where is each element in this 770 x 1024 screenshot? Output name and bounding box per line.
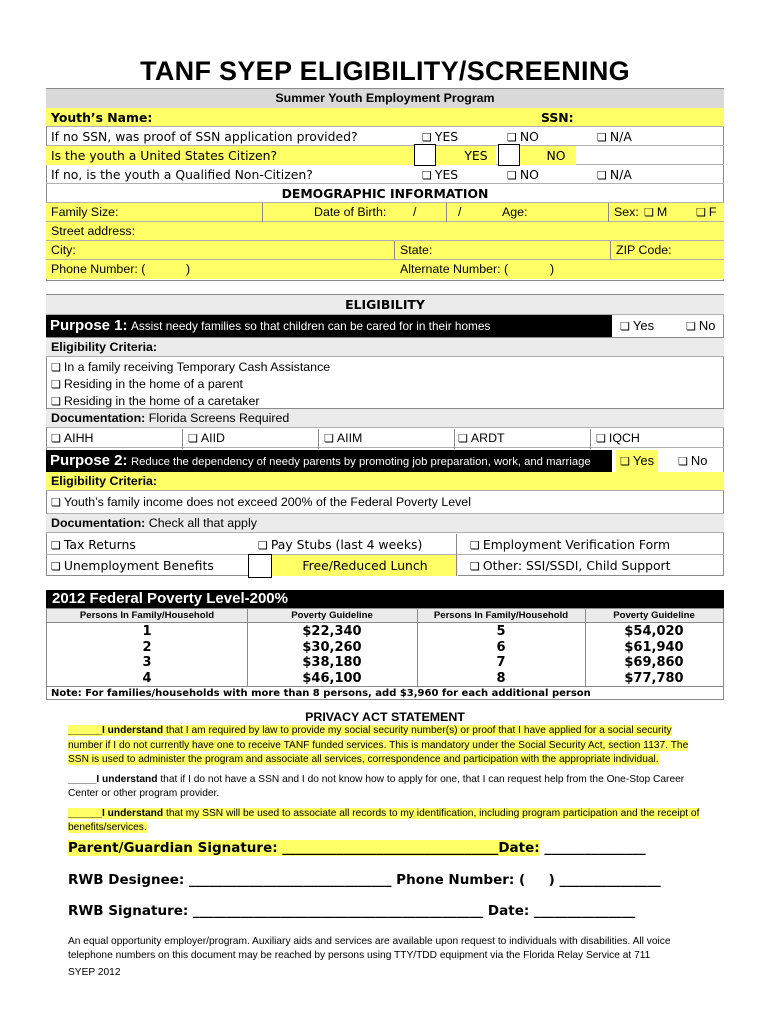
- persons-cell: 1: [142, 624, 152, 639]
- city-label: City:: [51, 243, 76, 257]
- ssn-proof-yes-checkbox[interactable]: ❏ YES: [422, 127, 458, 147]
- ssn-proof-na-checkbox[interactable]: ❏ N/A: [597, 127, 632, 147]
- purpose2-yes-checkbox[interactable]: ❏ Yes: [616, 450, 658, 473]
- doc-tax-returns-checkbox[interactable]: ❏ Tax Returns: [51, 534, 136, 556]
- p1-criterion-tca-checkbox[interactable]: ❏ In a family receiving Temporary Cash Assistance: [51, 359, 330, 376]
- doc-free-lunch-label: Free/Reduced Lunch: [272, 555, 458, 576]
- guideline-cell: $46,100: [302, 670, 362, 686]
- guideline-cell: $54,020: [624, 624, 684, 639]
- doc-pay-stubs-checkbox[interactable]: ❏ Pay Stubs (last 4 weeks): [258, 534, 422, 556]
- col-persons-1: Persons In Family/Household: [79, 610, 215, 621]
- privacy-p3-initial[interactable]: ______: [68, 807, 102, 819]
- phone-label: Phone Number: (: [51, 262, 146, 276]
- code-aiid-checkbox[interactable]: ❏ AIID: [188, 429, 225, 449]
- alt-phone-paren: ): [550, 262, 555, 276]
- col-guideline-2: Poverty Guideline: [613, 610, 695, 621]
- eligibility-header: ELIGIBILITY: [46, 295, 724, 315]
- guideline-cell: $77,780: [624, 670, 684, 686]
- p2-criterion-income-checkbox[interactable]: ❏ Youth’s family income does not exceed 200% of the Federal Poverty Level: [51, 491, 471, 515]
- p2-doc-text: Check all that apply: [148, 516, 257, 530]
- persons-cell: 4: [142, 670, 152, 686]
- purpose1-no-checkbox[interactable]: ❏ No: [686, 315, 716, 338]
- citizen-no-checkbox[interactable]: [498, 144, 520, 166]
- citizen-yes-checkbox[interactable]: [414, 144, 436, 166]
- persons-cell: 3: [142, 655, 152, 670]
- rwb-designee-line[interactable]: RWB Designee: ______________________________ Phone Number: ( ) _______________: [68, 872, 661, 888]
- p2-criteria-label-row: [46, 472, 724, 491]
- p1-criterion-parent-checkbox[interactable]: ❏ Residing in the home of a parent: [51, 376, 330, 393]
- privacy-p1-initial[interactable]: ______: [68, 725, 102, 736]
- p1-doc-label: Documentation:: [51, 411, 146, 425]
- sex-m-checkbox[interactable]: ❏ M: [644, 203, 667, 223]
- privacy-p3: ______I understand that my SSN will be used to associate all records to my identification, including program participation and the receipt of benefits/services.: [68, 807, 700, 833]
- phone-paren: ): [186, 262, 191, 276]
- ssn-label: SSN:: [541, 110, 574, 125]
- demographic-header: DEMOGRAPHIC INFORMATION: [46, 184, 724, 203]
- qualified-no-checkbox[interactable]: ❏ NO: [507, 165, 539, 185]
- poverty-note: Note: For families/households with more than 8 persons, add $3,960 for each additional person: [51, 688, 591, 699]
- p2-criteria-label: Eligibility Criteria:: [51, 474, 158, 488]
- parent-signature-line[interactable]: Parent/Guardian Signature: ________________________________Date: _______________: [68, 840, 646, 856]
- dob-label: Date of Birth:: [314, 205, 387, 219]
- p1-criteria-list: [51, 359, 330, 410]
- guideline-cell: $61,940: [624, 639, 684, 655]
- dob-slash-1: /: [413, 205, 417, 219]
- privacy-header: PRIVACY ACT STATEMENT: [305, 710, 465, 724]
- purpose2-title: Purpose 2:: [50, 452, 128, 469]
- purpose2-desc: Reduce the dependency of needy parents by promoting job preparation, work, and marriage: [130, 456, 591, 468]
- code-iqch-checkbox[interactable]: ❏ IQCH: [596, 429, 640, 449]
- street-label: Street address:: [51, 224, 136, 238]
- page-title: TANF SYEP ELIGIBILITY/SCREENING: [140, 56, 630, 86]
- p2-doc-label: Documentation:: [51, 516, 146, 530]
- ssn-proof-row: [46, 127, 724, 146]
- qualified-row: [46, 165, 724, 184]
- purpose1-desc: Assist needy families so that children can be cared for in their homes: [130, 319, 491, 333]
- poverty-table: [46, 608, 724, 700]
- citizen-question: Is the youth a United States Citizen?: [46, 146, 416, 165]
- persons-cell: 7: [496, 655, 506, 670]
- p1-doc-text: Florida Screens Required: [148, 411, 290, 425]
- family-row[interactable]: [46, 203, 724, 222]
- zip-label: ZIP Code:: [616, 243, 672, 257]
- street-row[interactable]: [46, 222, 724, 241]
- purpose2-bar: [46, 450, 724, 472]
- purpose2-no-checkbox[interactable]: ❏ No: [678, 450, 708, 473]
- code-aiim-checkbox[interactable]: ❏ AIIM: [324, 429, 362, 449]
- code-ardt-checkbox[interactable]: ❏ ARDT: [458, 429, 505, 449]
- doc-employment-verification-checkbox[interactable]: ❏ Employment Verification Form: [470, 534, 670, 556]
- guideline-cell: $38,180: [302, 655, 362, 670]
- city-row[interactable]: [46, 241, 724, 260]
- privacy-p2-initial[interactable]: _____: [68, 773, 97, 785]
- alt-phone-label: Alternate Number: (: [400, 262, 509, 276]
- p1-doc-row: [46, 409, 724, 428]
- guideline-cell: $69,860: [624, 655, 684, 670]
- p1-criterion-caretaker-checkbox[interactable]: ❏ Residing in the home of a caretaker: [51, 393, 330, 410]
- doc-other-checkbox[interactable]: ❏ Other: SSI/SSDI, Child Support: [470, 555, 671, 577]
- persons-cell: 2: [142, 639, 152, 655]
- code-aihh-checkbox[interactable]: ❏ AIHH: [51, 429, 93, 449]
- p1-criteria-label-row: [46, 338, 724, 357]
- purpose1-title: Purpose 1:: [50, 317, 128, 334]
- doc-free-lunch-checkbox[interactable]: [248, 554, 272, 578]
- purpose1-bar: [46, 315, 724, 337]
- privacy-p1: ______I understand that I am required by law to provide my social security number(s) or proof that I have applied for a social security number if I do not currently have one to receive TANF funded services. This is mandatory under the Social Security Act, section 1137. The SSN is used to administer the program and associate all services, correspondence and participation with the appropriate individual.: [68, 725, 689, 765]
- family-size-label: Family Size:: [51, 205, 119, 219]
- p2-criteria-row: [46, 491, 724, 514]
- p2-docs-row-1: [46, 534, 724, 555]
- youth-name-row[interactable]: [46, 108, 724, 127]
- citizen-no-label: NO: [516, 146, 576, 165]
- qualified-question: If no, is the youth a Qualified Non-Citizen?: [51, 167, 313, 182]
- form-code: SYEP 2012: [68, 967, 121, 978]
- doc-unemployment-checkbox[interactable]: ❏ Unemployment Benefits: [51, 555, 214, 577]
- col-guideline-1: Poverty Guideline: [291, 610, 373, 621]
- p2-doc-row: [46, 514, 724, 533]
- p2-docs-row-2: [46, 555, 724, 576]
- guideline-cell: $22,340: [302, 624, 362, 639]
- eeo-disclaimer: An equal opportunity employer/program. Auxiliary aids and services are available upon request to individuals with disabilities. All voice telephone numbers on this document may be reached by persons using TTY/TDD equipment via the Florida Relay Service at 711: [68, 936, 671, 961]
- phone-row[interactable]: [46, 260, 724, 279]
- persons-cell: 6: [496, 639, 506, 655]
- ssn-proof-no-checkbox[interactable]: ❏ NO: [507, 127, 539, 147]
- qualified-na-checkbox[interactable]: ❏ N/A: [597, 165, 632, 185]
- citizen-row: [46, 146, 724, 165]
- persons-cell: 5: [496, 624, 506, 639]
- sex-label: Sex:: [614, 205, 639, 219]
- program-subtitle: Summer Youth Employment Program: [46, 89, 724, 108]
- rwb-signature-line[interactable]: RWB Signature: ___________________________________________ Date: _______________: [68, 903, 636, 919]
- col-persons-2: Persons In Family/Household: [433, 610, 569, 621]
- age-label: Age:: [502, 205, 528, 219]
- state-label: State:: [400, 243, 433, 257]
- purpose1-yes-checkbox[interactable]: ❏ Yes: [620, 315, 654, 338]
- poverty-title: 2012 Federal Poverty Level-200%: [46, 590, 724, 608]
- youth-name-label: Youth’s Name:: [51, 110, 153, 125]
- privacy-statement: [68, 724, 704, 836]
- p1-criteria-label: Eligibility Criteria:: [51, 340, 158, 354]
- privacy-p2: _____I understand that if I do not have a SSN and I do not know how to apply for one, that I can request help from the One-Stop Career Center or other program provider.: [68, 773, 685, 799]
- sex-f-checkbox[interactable]: ❏ F: [696, 203, 716, 223]
- qualified-yes-checkbox[interactable]: ❏ YES: [422, 165, 458, 185]
- persons-cell: 8: [496, 670, 506, 686]
- citizen-yes-label: YES: [436, 146, 496, 165]
- dob-slash-2: /: [458, 205, 462, 219]
- guideline-cell: $30,260: [302, 639, 362, 655]
- p1-codes-row: [46, 429, 724, 448]
- ssn-proof-question: If no SSN, was proof of SSN application provided?: [51, 129, 358, 144]
